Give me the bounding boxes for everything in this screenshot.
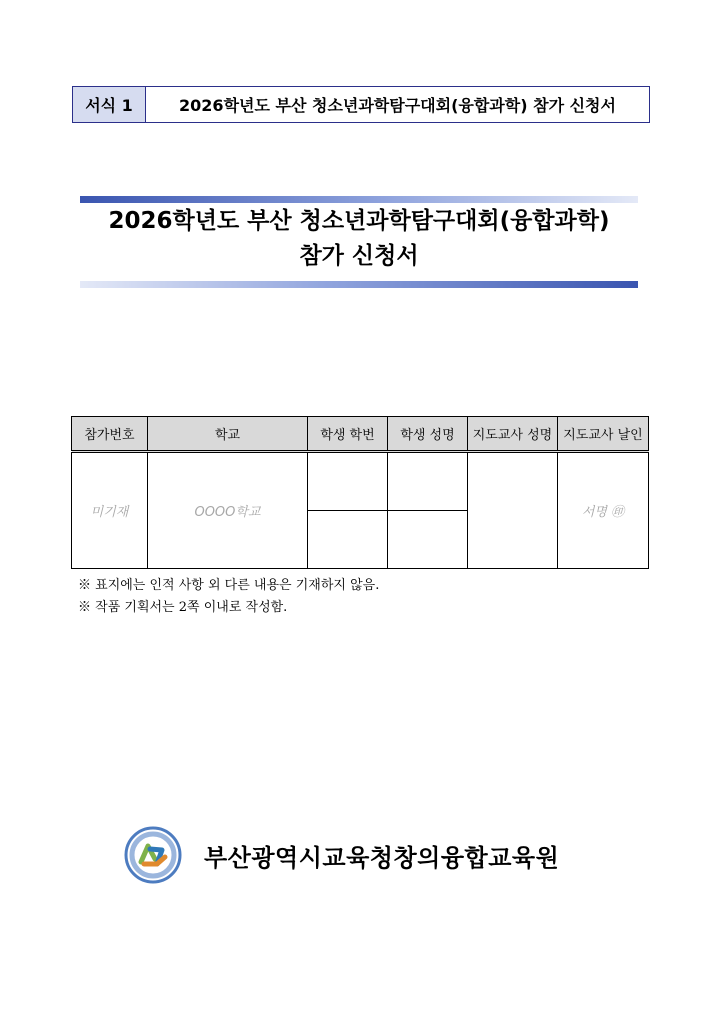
table-header-row [72, 417, 649, 452]
note-cover: ※ 표지에는 인적 사항 외 다른 내용은 기재하지 않음. [78, 578, 380, 593]
entry-number-cell[interactable]: 미기재 [72, 452, 148, 569]
page-title [80, 204, 638, 274]
student-id-cell-1[interactable] [308, 452, 388, 511]
header-teacher-seal: 지도교사 날인 [558, 417, 649, 452]
teacher-name-cell[interactable] [468, 452, 558, 569]
table-row [72, 452, 649, 511]
header-teacher-name: 지도교사 성명 [468, 417, 558, 452]
school-cell[interactable]: OOOO학교 [148, 452, 308, 569]
organization-name: 부산광역시교육청창의융합교육원 [204, 843, 560, 872]
form-tag [72, 86, 650, 123]
note-length: ※ 작품 기획서는 2쪽 이내로 작성함. [78, 600, 288, 615]
form-title: 2026학년도 부산 청소년과학탐구대회(융합과학) 참가 신청서 [179, 96, 616, 115]
header-student-id: 학생 학번 [308, 417, 388, 452]
student-name-cell-2[interactable] [388, 511, 468, 569]
title-bar-bottom [80, 281, 638, 288]
title-bar-top [80, 196, 638, 203]
teacher-seal-cell[interactable]: 서명 ㊞ [558, 452, 649, 569]
notes [78, 575, 379, 619]
title-line-1: 2026학년도 부산 청소년과학탐구대회(융합과학) [108, 208, 610, 234]
header-entry-number: 참가번호 [72, 417, 148, 452]
title-line-2: 참가 신청서 [299, 243, 419, 269]
student-id-cell-2[interactable] [308, 511, 388, 569]
header-student-name: 학생 성명 [388, 417, 468, 452]
footer [124, 826, 559, 884]
form-number: 서식 1 [73, 87, 146, 122]
header-school: 학교 [148, 417, 308, 452]
student-name-cell-1[interactable] [388, 452, 468, 511]
organization-logo-icon [124, 826, 182, 884]
entry-table [71, 416, 649, 569]
